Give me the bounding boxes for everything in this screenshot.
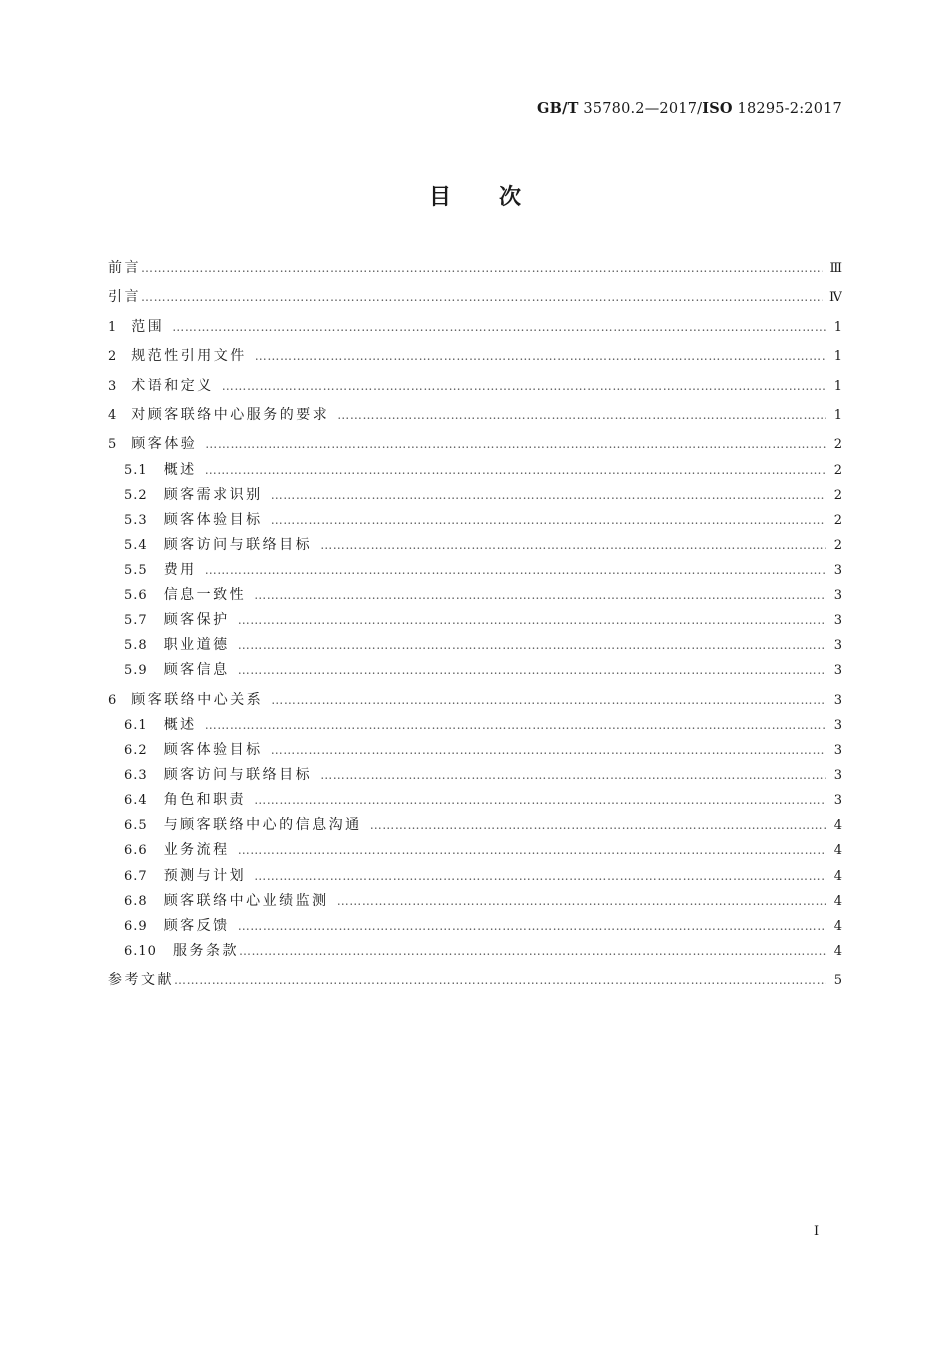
toc-dot-leader [238, 840, 826, 860]
toc-dot-leader [320, 535, 826, 555]
toc-entry[interactable] [108, 740, 842, 765]
toc-dot-leader [320, 765, 826, 785]
toc-entry-number: 2 [108, 349, 118, 365]
toc-dot-leader [271, 485, 826, 505]
toc-entry-label: 顾客访问与联络目标 [163, 537, 313, 554]
toc-dot-leader [141, 258, 823, 278]
toc-entry-number: 6 [108, 692, 118, 708]
toc-entry-number: 5.8 [124, 638, 148, 654]
toc-dot-leader [222, 376, 826, 396]
toc-entry-number: 5.2 [124, 487, 148, 503]
toc-entry-label: 顾客体验目标 [163, 511, 263, 528]
toc-entry[interactable] [108, 790, 842, 815]
toc-entry-page: 4 [833, 818, 842, 834]
toc-entry-number: 6.2 [124, 743, 148, 759]
toc-entry-page: 2 [833, 512, 842, 528]
toc-dot-leader [271, 740, 826, 760]
toc-entry-number: 6.8 [124, 893, 148, 909]
toc-entry[interactable] [108, 916, 842, 941]
toc-entry-number: 6.4 [124, 793, 148, 809]
toc-entry-label: 顾客体验目标 [163, 742, 263, 759]
toc-dot-leader [238, 635, 826, 655]
toc-entry-page: 2 [833, 437, 842, 453]
toc-entry-number: 1 [108, 319, 118, 335]
toc-entry[interactable] [108, 635, 842, 660]
toc-entry-page: 1 [833, 407, 842, 423]
toc-dot-leader [255, 346, 826, 366]
standard-code [537, 100, 842, 117]
toc-entry-number: 6.6 [124, 843, 148, 859]
toc-entry-page: 1 [833, 349, 842, 365]
toc-dot-leader [174, 970, 826, 990]
toc-entry-number: 5.1 [124, 462, 148, 478]
toc-entry-label: 业务流程 [163, 842, 230, 859]
toc-entry-label: 概述 [163, 461, 197, 478]
toc-entry-label: 顾客联络中心关系 [131, 691, 264, 708]
toc-entry-page: Ⅳ [829, 290, 842, 306]
toc-entry[interactable] [108, 510, 842, 535]
toc-entry-label: 与顾客联络中心的信息沟通 [163, 817, 362, 834]
toc-entry-number: 5.7 [124, 613, 148, 629]
toc-entry-label: 引言 [108, 289, 141, 306]
toc-entry[interactable] [108, 941, 842, 966]
toc-entry-page: 2 [833, 487, 842, 503]
toc-entry-label: 术语和定义 [131, 377, 214, 394]
toc-entry-number: 5.4 [124, 538, 148, 554]
page-number: I [814, 1224, 820, 1239]
toc-entry-label: 顾客体验 [131, 436, 198, 453]
toc-dot-leader [141, 287, 823, 307]
toc-dot-leader [239, 941, 826, 961]
toc-entry-number: 6.5 [124, 818, 148, 834]
toc-dot-leader [254, 585, 826, 605]
toc-entry-page: 3 [833, 563, 842, 579]
toc-entry-label: 顾客访问与联络目标 [163, 767, 313, 784]
toc-entry[interactable] [108, 815, 842, 840]
toc-dot-leader [205, 715, 826, 735]
toc-entry-page: 4 [833, 893, 842, 909]
toc-entry-label: 参考文献 [108, 971, 174, 988]
std-prefix: GB/T [537, 100, 579, 117]
toc-entry-page: 1 [833, 319, 842, 335]
toc-entry-label: 范围 [131, 318, 165, 335]
toc-entry-page: 4 [833, 868, 842, 884]
toc-dot-leader [238, 660, 826, 680]
toc-entry-label: 服务条款 [172, 942, 239, 959]
toc-entry[interactable] [108, 970, 842, 999]
toc-entry[interactable] [108, 560, 842, 585]
toc-entry[interactable] [108, 535, 842, 560]
toc-entry-label: 对顾客联络中心服务的要求 [131, 406, 330, 423]
toc-entry-page: 4 [833, 843, 842, 859]
toc-entry-page: 4 [833, 943, 842, 959]
toc-entry-number: 6.10 [124, 943, 157, 959]
toc-dot-leader [205, 560, 826, 580]
toc-entry[interactable] [108, 866, 842, 891]
std-number: 35780.2—2017/ [583, 101, 703, 117]
toc-entry-label: 顾客反馈 [163, 917, 230, 934]
toc-entry-number: 3 [108, 378, 118, 394]
toc-entry[interactable] [108, 891, 842, 916]
toc-entry[interactable] [108, 715, 842, 740]
toc-entry-number: 6.7 [124, 868, 148, 884]
toc-entry-page: 3 [833, 692, 842, 708]
iso-number: 18295-2:2017 [737, 101, 842, 117]
toc-entry[interactable] [108, 610, 842, 635]
toc-entry-page: 2 [833, 462, 842, 478]
toc-entry-label: 信息一致性 [163, 587, 247, 604]
toc-entry-label: 角色和职责 [163, 792, 247, 809]
toc-entry[interactable] [108, 287, 842, 316]
toc-entry-page: 3 [833, 588, 842, 604]
toc-entry[interactable] [108, 840, 842, 865]
toc-entry-page: 3 [833, 793, 842, 809]
toc-entry-number: 6.9 [124, 918, 148, 934]
toc-dot-leader [238, 916, 826, 936]
toc-dot-leader [271, 510, 826, 530]
toc-entry-label: 概述 [163, 716, 197, 733]
toc-entry[interactable] [108, 376, 842, 405]
toc-entry[interactable] [108, 765, 842, 790]
toc-entry-number: 5.5 [124, 563, 148, 579]
toc-dot-leader [172, 317, 826, 337]
toc-entry[interactable] [108, 660, 842, 685]
toc-entry-page: 3 [833, 717, 842, 733]
toc-dot-leader [238, 610, 826, 630]
toc-entry[interactable] [108, 405, 842, 434]
toc-entry-label: 职业道德 [163, 637, 230, 654]
toc-entry-page: 2 [833, 538, 842, 554]
toc-entry-page: 3 [833, 743, 842, 759]
toc-entry-label: 顾客联络中心业绩监测 [163, 892, 329, 909]
toc-entry-number: 6.3 [124, 768, 148, 784]
toc-entry-number: 5.9 [124, 663, 148, 679]
toc-dot-leader [254, 790, 826, 810]
toc-entry[interactable] [108, 485, 842, 510]
toc-dot-leader [337, 891, 826, 911]
toc-entry-page: 4 [833, 918, 842, 934]
toc-dot-leader [254, 866, 826, 886]
toc-entry[interactable] [108, 258, 842, 287]
toc-dot-leader [337, 405, 826, 425]
toc-entry-number: 5 [108, 437, 118, 453]
toc-entry-label: 前言 [108, 260, 141, 276]
toc-entry-page: Ⅲ [829, 261, 842, 276]
toc-entry-label: 预测与计划 [163, 867, 247, 884]
table-of-contents [108, 258, 842, 999]
toc-title: 目次 [428, 185, 569, 210]
toc-entry[interactable] [108, 460, 842, 485]
toc-entry-label: 顾客信息 [163, 662, 230, 679]
toc-entry-number: 5.3 [124, 512, 148, 528]
toc-entry-label: 顾客保护 [163, 612, 230, 629]
toc-entry-page: 5 [833, 972, 842, 988]
toc-entry[interactable] [108, 346, 842, 375]
toc-entry-number: 4 [108, 407, 118, 423]
iso-prefix: ISO [702, 100, 733, 117]
toc-entry-page: 3 [833, 613, 842, 629]
toc-entry-number: 6.1 [124, 717, 148, 733]
toc-entry-label: 规范性引用文件 [131, 348, 247, 365]
toc-dot-leader [205, 460, 826, 480]
toc-entry-label: 费用 [163, 562, 197, 579]
toc-entry-page: 3 [833, 638, 842, 654]
toc-dot-leader [370, 815, 826, 835]
toc-entry[interactable] [108, 585, 842, 610]
toc-entry[interactable] [108, 317, 842, 346]
toc-entry-label: 顾客需求识别 [163, 486, 263, 503]
toc-entry-page: 3 [833, 768, 842, 784]
toc-dot-leader [271, 690, 826, 710]
toc-entry-page: 1 [833, 378, 842, 394]
toc-dot-leader [205, 434, 826, 454]
toc-entry-number: 5.6 [124, 588, 148, 604]
toc-entry-page: 3 [833, 663, 842, 679]
